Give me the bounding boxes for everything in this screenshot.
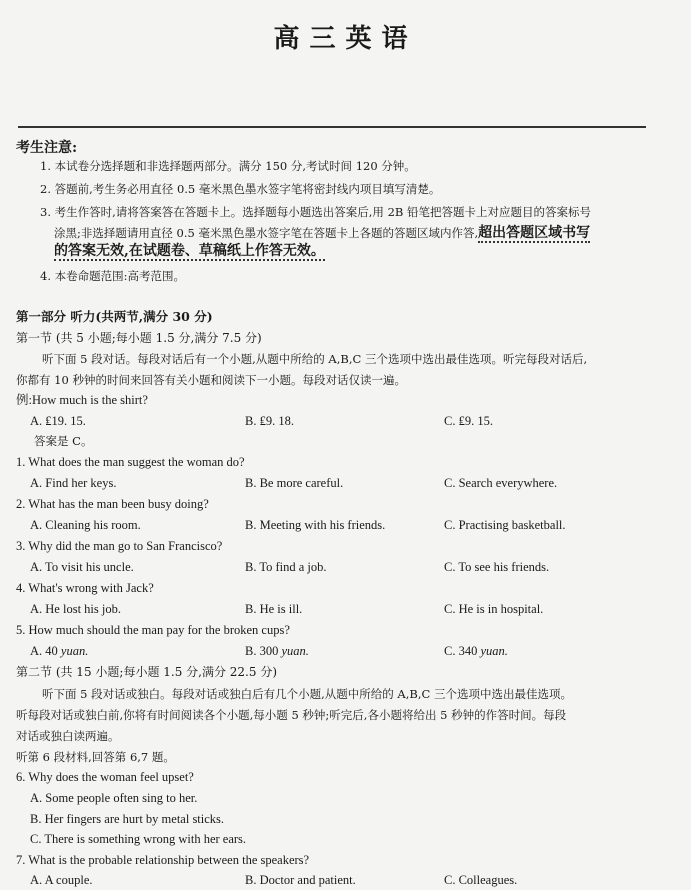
q7-option-c: C. Colleagues.	[444, 873, 518, 887]
q4-option-a: A. He lost his job.	[30, 602, 121, 616]
notice-item-3-cont2	[54, 243, 325, 259]
notice-emphasis-2: 的答案无效,在试题卷、草稿纸上作答无效。	[54, 243, 325, 259]
section2-instructions-1: 听下面 5 段对话或独白。每段对话或独白后有几个小题,从题中所给的 A,B,C 三个选项中选出最佳选项。	[42, 687, 572, 701]
q2-option-b: B. Meeting with his friends.	[245, 518, 386, 532]
question-5: 5. How much should the man pay for the broken cups?	[16, 623, 290, 637]
q5-option-a: A. 40 yuan.	[30, 644, 89, 658]
q7-option-b: B. Doctor and patient.	[245, 873, 356, 887]
question-1: 1. What does the man suggest the woman do?	[16, 455, 245, 469]
example-question: 例:How much is the shirt?	[16, 393, 148, 407]
notice-item-4: 4. 本卷命题范围:高考范围。	[40, 269, 186, 283]
q4-option-b: B. He is ill.	[245, 602, 303, 616]
q5-option-c-unit: yuan.	[480, 644, 508, 658]
question-2: 2. What has the man been busy doing?	[16, 497, 209, 511]
question-3: 3. Why did the man go to San Francisco?	[16, 539, 223, 553]
section1-title: 第一节 (共 5 小题;每小题 1.5 分,满分 7.5 分)	[16, 331, 262, 345]
page-title: 高三英语	[273, 24, 418, 54]
example-option-a: A. ₤19. 15.	[30, 414, 86, 428]
q6-option-a: A. Some people often sing to her.	[30, 791, 198, 805]
q6-option-c: C. There is something wrong with her ears.	[30, 832, 247, 846]
q3-option-a: A. To visit his uncle.	[30, 560, 134, 574]
notice-item-1: 1. 本试卷分选择题和非选择题两部分。满分 150 分,考试时间 120 分钟。	[40, 159, 416, 173]
q6-option-b: B. Her fingers are hurt by metal sticks.	[30, 812, 225, 826]
question-7: 7. What is the probable relationship between the speakers?	[16, 853, 310, 867]
section2-instructions-3: 对话或独白读两遍。	[16, 729, 120, 743]
question-4: 4. What's wrong with Jack?	[16, 581, 154, 595]
section1-instructions-1: 听下面 5 段对话。每段对话后有一个小题,从题中所给的 A,B,C 三个选项中选出最佳选项。听完每段对话后,	[42, 352, 588, 366]
notice-title: 考生注意:	[16, 140, 78, 156]
section2-title: 第二节 (共 15 小题;每小题 1.5 分,满分 22.5 分)	[16, 665, 277, 679]
notice-emphasis-1: 超出答题区域书写	[478, 225, 591, 241]
notice-item-3-cont	[54, 225, 590, 241]
example-option-b: B. ₤9. 18.	[245, 414, 294, 428]
question-6: 6. Why does the woman feel upset?	[16, 770, 194, 784]
q1-option-c: C. Search everywhere.	[444, 476, 558, 490]
q5-option-c: C. 340 yuan.	[444, 644, 508, 658]
example-option-c: C. ₤9. 15.	[444, 414, 493, 428]
q2-option-a: A. Cleaning his room.	[30, 518, 141, 532]
q1-option-a: A. Find her keys.	[30, 476, 117, 490]
notice-item-3: 3. 考生作答时,请将答案答在答题卡上。选择题每小题选出答案后,用 2B 铅笔把答题卡上对应题目的答案标号	[40, 205, 592, 219]
header-divider	[18, 126, 646, 128]
example-answer: 答案是 C。	[34, 434, 93, 448]
q3-option-b: B. To find a job.	[245, 560, 327, 574]
q5-option-b-unit: yuan.	[281, 644, 309, 658]
material-6-label: 听第 6 段材料,回答第 6,7 题。	[16, 750, 175, 764]
q7-option-a: A. A couple.	[30, 873, 93, 887]
q5-option-a-unit: yuan.	[60, 644, 89, 658]
part1-title: 第一部分 听力(共两节,满分 30 分)	[16, 309, 213, 324]
q1-option-b: B. Be more careful.	[245, 476, 344, 490]
q3-option-c: C. To see his friends.	[444, 560, 550, 574]
section2-instructions-2: 听每段对话或独白前,你将有时间阅读各个小题,每小题 5 秒钟;听完后,各小题将给出 5 秒钟的作答时间。每段	[16, 708, 567, 722]
section1-instructions-2: 你都有 10 秒钟的时间来回答有关小题和阅读下一小题。每段对话仅读一遍。	[16, 373, 406, 387]
q2-option-c: C. Practising basketball.	[444, 518, 566, 532]
q4-option-c: C. He is in hospital.	[444, 602, 544, 616]
notice-item-3-line2: 涂黑;非选择题请用直径 0.5 毫米黑色墨水签字笔在答题卡上各题的答题区域内作答,	[54, 226, 479, 240]
q5-option-b: B. 300 yuan.	[245, 644, 309, 658]
notice-item-2: 2. 答题前,考生务必用直径 0.5 毫米黑色墨水签字笔将密封线内项目填写清楚。	[40, 182, 441, 196]
